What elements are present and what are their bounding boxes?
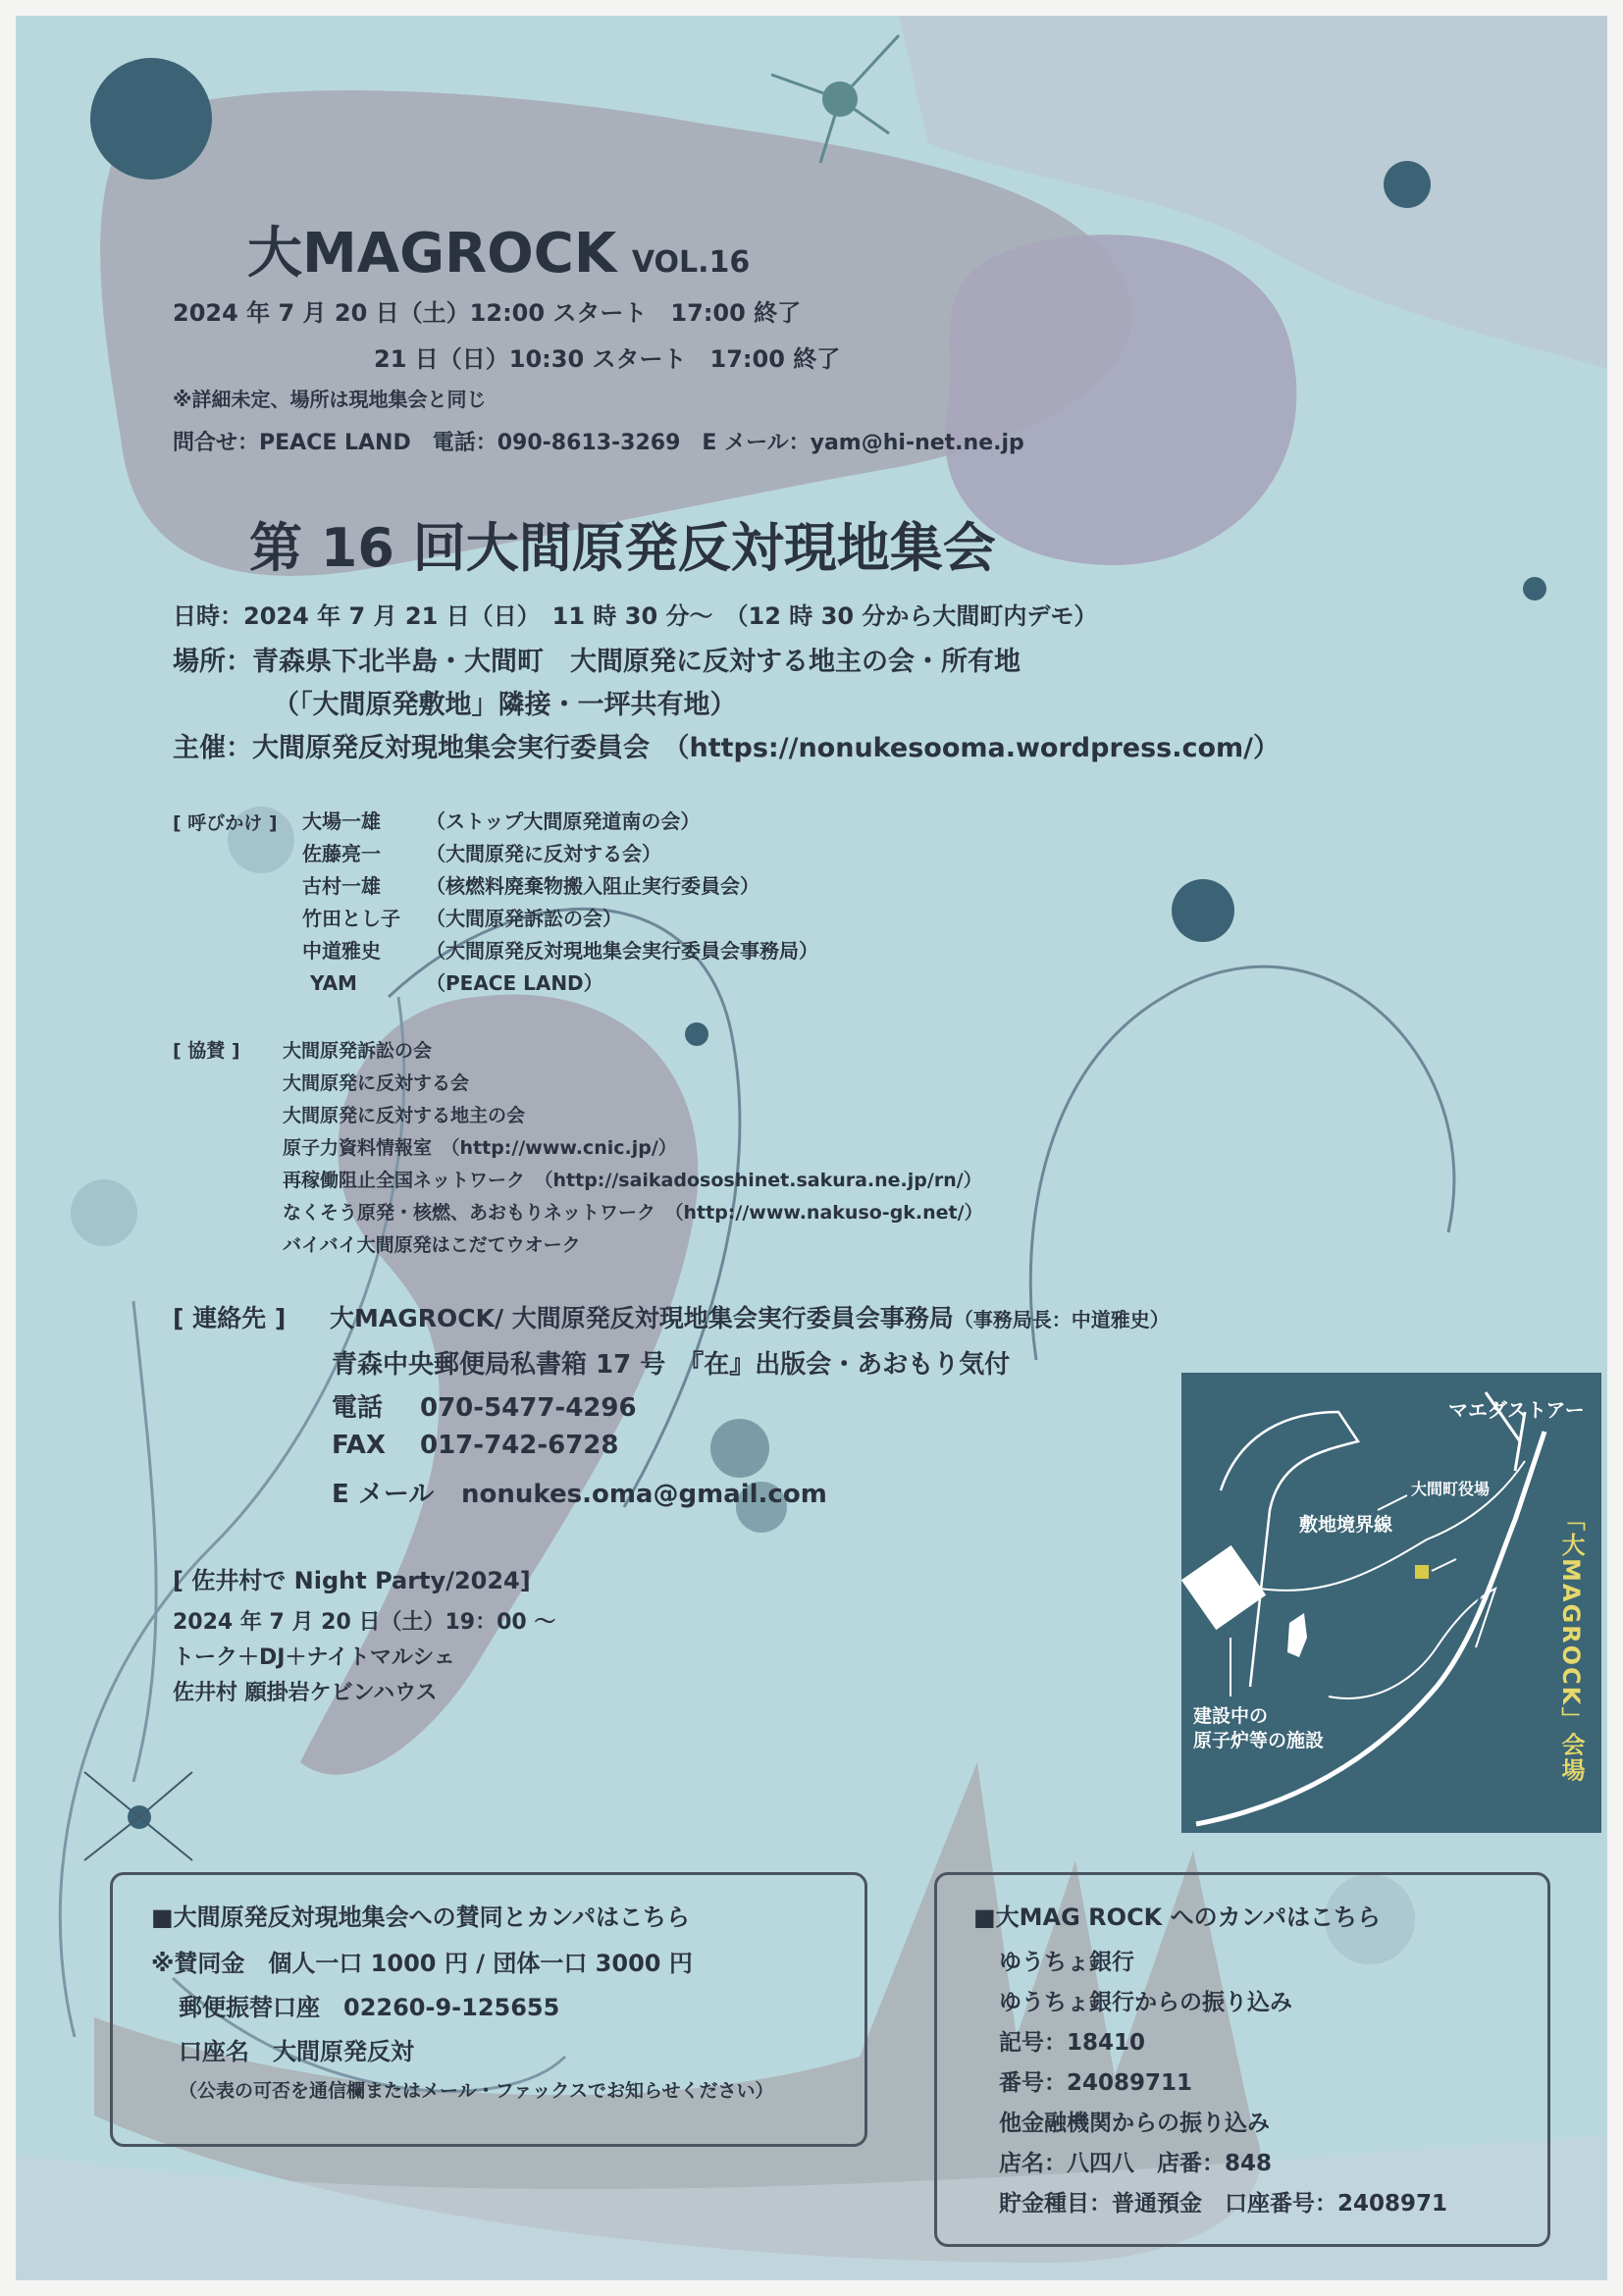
sponsor-item: 原子力資料情報室 （http://www.cnic.jp/）: [283, 1137, 677, 1159]
support-rally-postal: 郵便振替口座 02260-9-125655: [179, 1994, 560, 2021]
map-label-store: マエダストアー: [1448, 1398, 1585, 1422]
caller-name: 古村一雄: [302, 874, 381, 898]
contact-email-label: E メール: [332, 1480, 435, 1509]
sponsors-label: [ 協賛 ]: [173, 1040, 240, 1062]
contact-org: [330, 1299, 1170, 1334]
magrock-contact: 問合せ：PEACE LAND 電話：090-8613-3269 E メール：yam@hi-net.ne.jp: [173, 431, 1024, 455]
caller-name: 佐藤亮一: [302, 842, 381, 865]
support-magrock-number: 番号：24089711: [999, 2070, 1193, 2096]
contact-fax: [332, 1431, 619, 1460]
dot-small-mid: [685, 1022, 708, 1046]
contact-email-value: nonukes.oma@gmail.com: [461, 1480, 827, 1509]
contact-chief: （事務局長：中道雅史）: [953, 1308, 1170, 1331]
rally-title: 第 16 回大間原発反対現地集会: [249, 517, 996, 579]
dot-middle: [1172, 879, 1234, 942]
caller-org: （大間原発訴訟の会）: [426, 907, 622, 930]
rally-organizer: 主催：大間原発反対現地集会実行委員会 （https://nonukesooma.wordpress.com/）: [173, 733, 1281, 763]
contact-tel-label: 電話: [332, 1393, 384, 1423]
night-party-date: 2024 年 7 月 20 日（土）19：00 ～: [173, 1610, 556, 1635]
map-main-road: [1196, 1432, 1544, 1824]
caller-row: [302, 806, 700, 834]
caller-name: 竹田とし子: [302, 907, 400, 930]
sponsor-item: 大間原発に反対する会: [283, 1072, 470, 1094]
night-party-title: [ 佐井村で Night Party/2024]: [173, 1567, 531, 1594]
magrock-note: ※詳細未定、場所は現地集会と同じ: [173, 388, 487, 411]
sponsor-item: 大間原発に反対する地主の会: [283, 1105, 526, 1126]
caller-org: （PEACE LAND）: [426, 971, 603, 995]
support-magrock-account: 貯金種目：普通預金 口座番号：2408971: [999, 2191, 1448, 2217]
caller-row: [302, 935, 818, 964]
support-rally-note: （公表の可否を通信欄またはメール・ファックスでお知らせください）: [179, 2080, 774, 2102]
support-magrock-symbol: 記号：18410: [999, 2030, 1146, 2056]
support-magrock-branch: 店名：八四八 店番：848: [999, 2151, 1273, 2176]
map-arrow-boundary: [1378, 1495, 1407, 1510]
support-magrock-title: ■大MAG ROCK へのカンパはこちら: [973, 1904, 1381, 1931]
caller-org: （大間原発反対現地集会実行委員会事務局）: [426, 939, 818, 963]
caller-row: [302, 838, 661, 866]
support-rally-title: ■大間原発反対現地集会への賛同とカンパはこちら: [151, 1904, 690, 1931]
support-magrock-bank: ゆうちょ銀行: [999, 1950, 1134, 1975]
caller-row: [302, 903, 622, 931]
map-venue-label: 「大MAGROCK」会場: [1557, 1507, 1585, 1784]
caller-name: 大場一雄: [302, 809, 381, 833]
rally-datetime: 日時：2024 年 7 月 21 日（日） 11 時 30 分～ （12 時 30 分から大間町内デモ）: [173, 602, 1098, 630]
magrock-title-vol: VOL.16: [631, 245, 751, 280]
caller-name: YAM: [310, 971, 357, 995]
contact-tel-value: 070-5477-4296: [420, 1393, 637, 1423]
caller-name: 中道雅史: [302, 939, 381, 963]
night-party-content: トーク＋DJ＋ナイトマルシェ: [173, 1645, 455, 1670]
sponsor-item: なくそう原発・核燃、あおもりネットワーク （http://www.nakuso-gk.net/）: [283, 1202, 983, 1224]
map-road-inner: [1206, 1510, 1510, 1814]
dot-top-right: [1384, 161, 1431, 208]
contact-tel: [332, 1387, 637, 1424]
magrock-title-main: 大MAGROCK: [247, 222, 617, 286]
dot-top-left: [90, 58, 212, 180]
support-rally-fee: ※賛同金 個人一口 1000 円 / 団体一口 3000 円: [151, 1950, 693, 1977]
map-arrow-venue: [1432, 1559, 1456, 1571]
sponsor-item: バイバイ大間原発はこだてウオーク: [283, 1234, 581, 1256]
callers-label: [ 呼びかけ ]: [173, 812, 278, 834]
rally-place-sub: （「大間原発敷地」隣接・一坪共有地）: [273, 690, 737, 720]
contact-email: [332, 1474, 827, 1510]
flyer-sheet: [16, 16, 1607, 2280]
caller-row: [310, 967, 603, 996]
support-magrock-from-yucho: ゆうちょ銀行からの振り込み: [999, 1990, 1292, 2015]
map-drawing: [1181, 1373, 1601, 1833]
contact-fax-value: 017-742-6728: [420, 1431, 619, 1460]
map-reactor-site: [1181, 1545, 1266, 1630]
curve-line-lower: [133, 1301, 156, 1782]
map-label-boundary: 敷地境界線: [1299, 1514, 1393, 1536]
caller-org: （核燃料廃棄物搬入阻止実行委員会）: [426, 874, 759, 898]
dot-right-small: [1523, 577, 1546, 600]
caller-org: （ストップ大間原発道南の会）: [426, 809, 701, 833]
rally-place: 場所：青森県下北半島・大間町 大間原発に反対する地主の会・所有地: [173, 647, 1021, 677]
magrock-date-line1: 2024 年 7 月 20 日（土）12:00 スタート 17:00 終了: [173, 299, 802, 327]
caller-org: （大間原発に反対する会）: [426, 842, 661, 865]
sponsor-item: 大間原発訴訟の会: [283, 1040, 433, 1062]
support-rally-account: 口座名 大間原発反対: [179, 2038, 414, 2065]
map-label-reactor-1: 建設中の: [1193, 1705, 1269, 1727]
support-magrock-from-other: 他金融機関からの振り込み: [999, 2111, 1270, 2136]
magrock-title: [247, 210, 750, 288]
map-venue-marker: [1415, 1565, 1429, 1579]
dot-flower-1: [710, 1419, 769, 1478]
contact-org-name: 大MAGROCK/ 大間原発反対現地集会実行委員会事務局: [330, 1304, 954, 1332]
venue-map: [1181, 1373, 1601, 1833]
caller-row: [302, 870, 759, 899]
sponsor-item: 再稼働阻止全国ネットワーク （http://saikadososhinet.sakura.ne.jp/rn/）: [283, 1170, 982, 1191]
magrock-date-line2: 21 日（日）10:30 スタート 17:00 終了: [374, 345, 841, 373]
soft-spot-2: [71, 1179, 137, 1246]
map-label-reactor-2: 原子炉等の施設: [1193, 1730, 1325, 1751]
contact-fax-label: FAX: [332, 1431, 386, 1460]
spark-star-bottom-left: [84, 1772, 192, 1860]
map-facility-shape: [1287, 1613, 1307, 1657]
purple-blob-right: [945, 235, 1296, 565]
contact-address: 青森中央郵便局私書箱 17 号 『在』出版会・あおもり気付: [332, 1350, 1011, 1380]
night-party-place: 佐井村 願掛岩ケビンハウス: [173, 1681, 438, 1705]
map-label-town-hall: 大間町役場: [1411, 1480, 1491, 1498]
contact-label: [ 連絡先 ]: [173, 1304, 287, 1332]
